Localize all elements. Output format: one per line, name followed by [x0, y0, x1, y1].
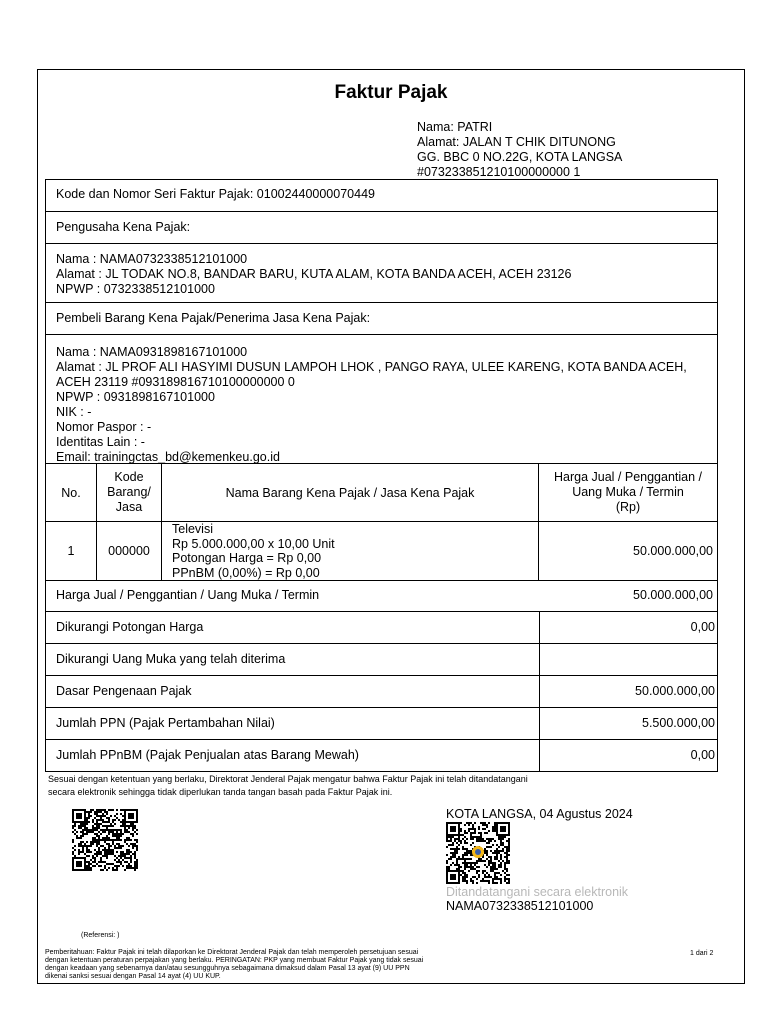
footer-notice-2: dengan ketentuan peraturan perpajakan yang berlaku. PERINGATAN: PKP yang membuat Faktur Pajak yang tidak sesuai	[45, 957, 424, 964]
summary-value: 50.000.000,00	[635, 684, 715, 698]
pkp-nama: Nama : NAMA0732338512101000	[56, 252, 248, 266]
pembeli-identitas: Identitas Lain : -	[56, 435, 145, 449]
kode-seri-box	[45, 179, 718, 212]
summary-value-cell	[539, 740, 719, 771]
header-kode	[97, 464, 162, 522]
header-harga-2: Uang Muka / Termin	[572, 485, 684, 499]
qr-code-reference	[72, 809, 138, 871]
footer-notice-3: dengan keadaan yang sebenarnya dan/atau sesungguhnya sebagaimana dimaksud dalam Pasal 13 ayat (9) UU PPN	[45, 965, 410, 972]
summary-value-cell	[539, 612, 719, 643]
header-no: No.	[46, 464, 97, 522]
summary-row	[45, 612, 718, 644]
pembeli-details	[56, 345, 687, 465]
summary-value: 5.500.000,00	[642, 716, 715, 730]
pembeli-label-box	[45, 302, 718, 335]
row-desc-2: Rp 5.000.000,00 x 10,00 Unit	[172, 536, 335, 551]
pembeli-nama: Nama : NAMA0931898167101000	[56, 345, 248, 359]
pkp-details-box	[45, 243, 718, 303]
summary-value-cell	[539, 644, 719, 675]
summary-row	[45, 644, 718, 676]
signer-name: NAMA0732338512101000	[446, 899, 594, 913]
summary-label: Jumlah PPnBM (Pajak Penjualan atas Barang Mewah)	[56, 748, 359, 762]
pembeli-details-box	[45, 334, 718, 464]
header-alamat-1: Alamat: JALAN T CHIK DITUNONG	[417, 135, 616, 149]
summary-label: Dasar Pengenaan Pajak	[56, 684, 192, 698]
summary-value: 50.000.000,00	[633, 588, 713, 602]
page-title: Faktur Pajak	[334, 82, 448, 103]
pembeli-label: Pembeli Barang Kena Pajak/Penerima Jasa Kena Pajak:	[56, 311, 371, 325]
header-kode-1: Kode	[114, 470, 144, 484]
summary-row	[45, 740, 718, 772]
pembeli-nik: NIK : -	[56, 405, 92, 419]
pkp-npwp: NPWP : 0732338512101000	[56, 282, 215, 296]
pkp-label-box	[45, 211, 718, 244]
header-harga	[539, 464, 718, 522]
header-harga-1: Harga Jual / Penggantian /	[553, 470, 703, 484]
invoice-page	[37, 69, 745, 984]
pembeli-email: Email: trainingctas_bd@kemenkeu.go.id	[56, 450, 280, 464]
legal-note-1: Sesuai dengan ketentuan yang berlaku, Direktorat Jenderal Pajak mengatur bahwa Faktur Pajak ini telah ditandatangani	[48, 774, 528, 784]
summary-value-cell	[539, 708, 719, 739]
header-harga-3: (Rp)	[615, 500, 641, 514]
summary-label: Harga Jual / Penggantian / Uang Muka / Termin	[56, 588, 320, 602]
summary-label: Jumlah PPN (Pajak Pertambahan Nilai)	[56, 716, 275, 730]
place-date: KOTA LANGSA, 04 Agustus 2024	[446, 807, 633, 821]
pkp-label: Pengusaha Kena Pajak:	[56, 220, 191, 234]
summary-row	[45, 676, 718, 708]
footer-notice-4: dikenai sanksi sesuai dengan Pasal 14 ayat (4) UU KUP.	[45, 973, 221, 980]
row-desc	[162, 522, 539, 581]
qr-code-signature	[446, 822, 510, 884]
summary-label: Dikurangi Uang Muka yang telah diterima	[56, 652, 286, 666]
table-header-row	[46, 464, 718, 522]
table-row	[46, 522, 718, 581]
kode-seri: Kode dan Nomor Seri Faktur Pajak: 01002440000070449	[56, 187, 375, 201]
row-no: 1	[46, 522, 97, 581]
legal-note-2: secara elektronik sehingga tidak diperlukan tanda tangan basah pada Faktur Pajak ini.	[48, 787, 393, 797]
pembeli-alamat-1: Alamat : JL PROF ALI HASYIMI DUSUN LAMPOH LHOK , PANGO RAYA, ULEE KARENG, KOTA BANDA ACEH,	[56, 360, 687, 374]
header-nama: Nama Barang Kena Pajak / Jasa Kena Pajak	[162, 464, 539, 522]
footer-notice-1: Pemberitahuan: Faktur Pajak ini telah dilaporkan ke Direktorat Jenderal Pajak dan telah memperoleh persetujuan sesuai	[45, 949, 419, 956]
summary-value-cell	[539, 676, 719, 707]
header-nama: Nama: PATRI	[417, 120, 493, 134]
header-alamat-3: #073233851210100000000 1	[417, 165, 581, 179]
referensi: (Referensi: )	[81, 932, 120, 939]
pkp-alamat: Alamat : JL TODAK NO.8, BANDAR BARU, KUTA ALAM, KOTA BANDA ACEH, ACEH 23126	[56, 267, 572, 281]
pembeli-alamat-2: ACEH 23119 #093189816710100000000 0	[56, 375, 295, 389]
summary-label: Dikurangi Potongan Harga	[56, 620, 204, 634]
row-desc-1: Televisi	[172, 522, 213, 536]
legal-note	[48, 773, 628, 799]
summary-value: 0,00	[690, 748, 715, 762]
pembeli-paspor: Nomor Paspor : -	[56, 420, 152, 434]
summary-row	[45, 708, 718, 740]
signed-electronic-text: Ditandatangani secara elektronik	[446, 885, 629, 899]
row-desc-3: Potongan Harga = Rp 0,00	[172, 551, 322, 565]
items-table	[45, 463, 718, 581]
row-harga: 50.000.000,00	[539, 522, 718, 581]
header-alamat-2: GG. BBC 0 NO.22G, KOTA LANGSA	[417, 150, 623, 164]
row-kode: 000000	[97, 522, 162, 581]
seller-header	[417, 120, 622, 180]
footer-notice	[45, 949, 515, 981]
summary-value: 0,00	[690, 620, 715, 634]
header-kode-2: Barang/	[107, 485, 151, 499]
header-kode-3: Jasa	[115, 500, 143, 514]
summary-row	[45, 580, 718, 612]
pembeli-npwp: NPWP : 0931898167101000	[56, 390, 215, 404]
row-desc-4: PPnBM (0,00%) = Rp 0,00	[172, 565, 320, 580]
pkp-details	[56, 252, 571, 297]
page-number: 1 dari 2	[690, 950, 714, 957]
